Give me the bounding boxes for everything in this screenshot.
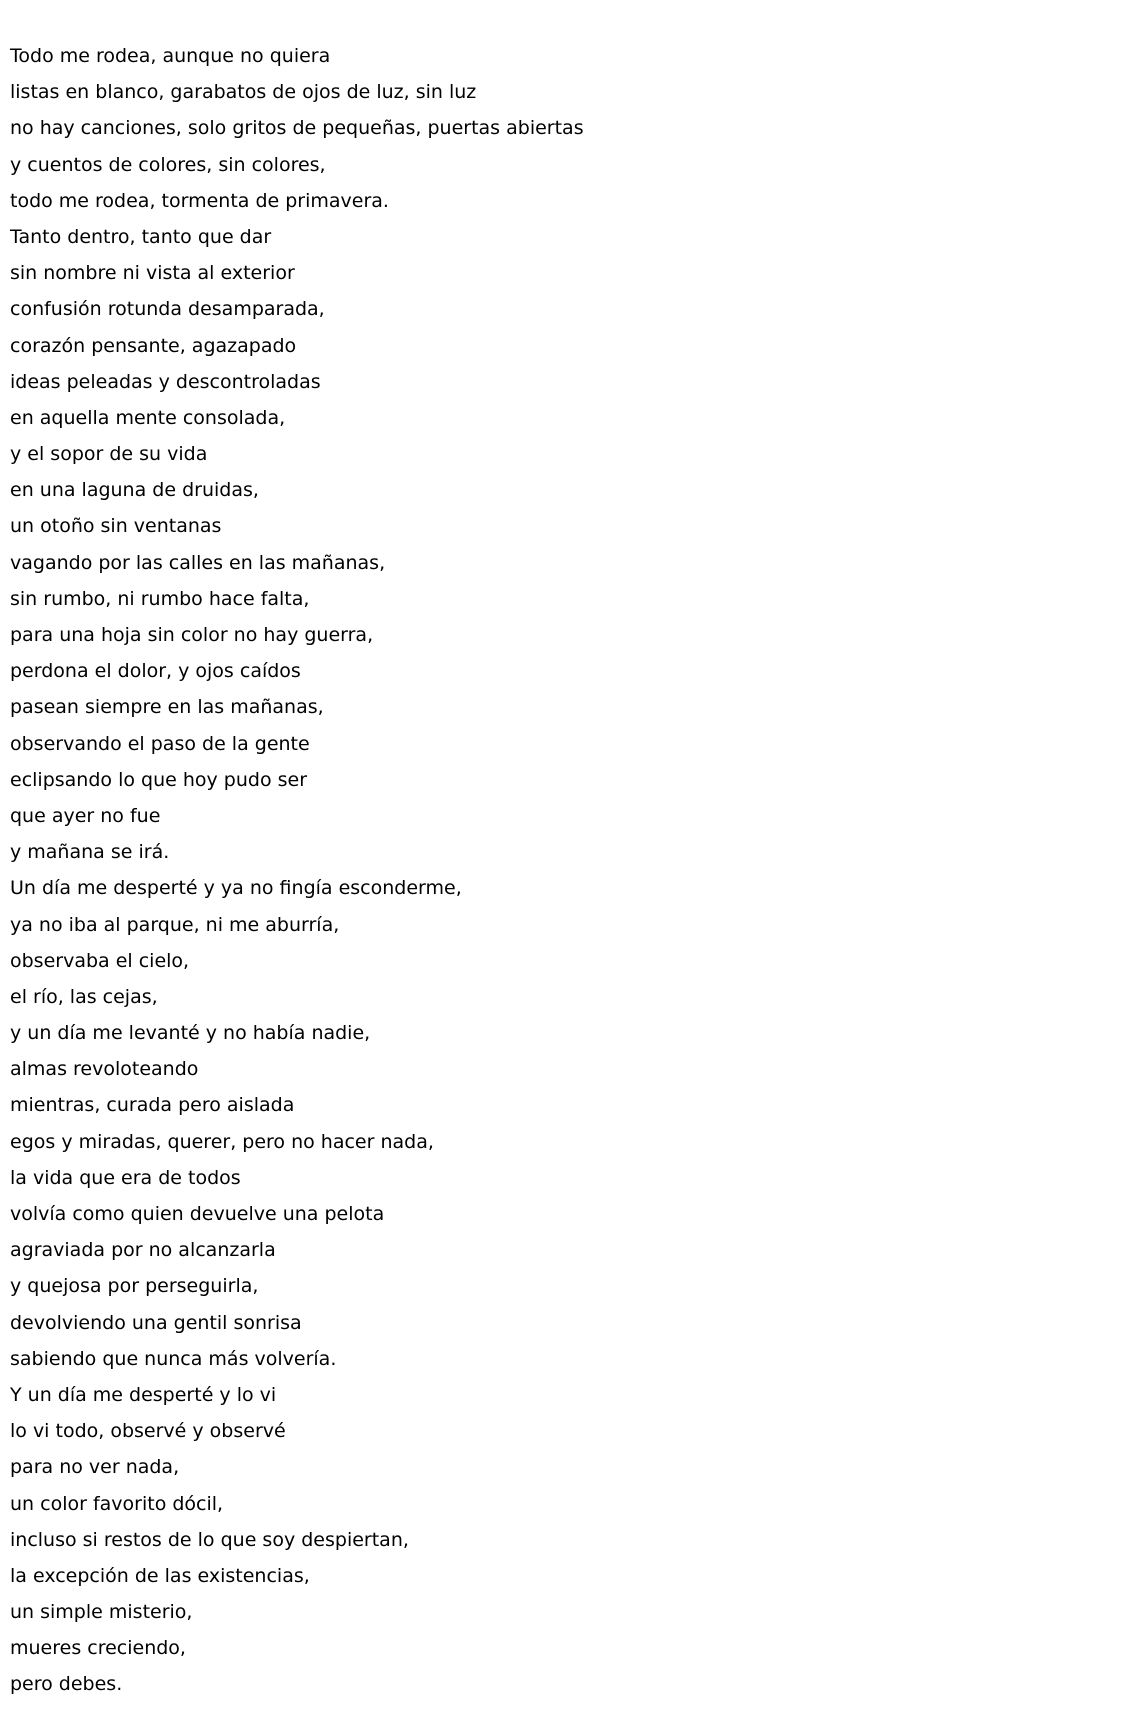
- poem-line: un color favorito dócil,: [10, 1492, 224, 1515]
- poem-line: volvía como quien devuelve una pelota: [10, 1203, 385, 1225]
- poem-line: pero debes.: [10, 1673, 123, 1696]
- poem-line: incluso si restos de lo que soy despiertan,: [10, 1528, 409, 1551]
- poem-line: un simple misterio,: [10, 1601, 193, 1624]
- poem-line: Un día me desperté y ya no fingía esconderme,: [10, 877, 462, 900]
- poem-line: ideas peleadas y descontroladas: [10, 370, 321, 393]
- poem-line: que ayer no fue: [10, 804, 161, 827]
- poem-line: sin nombre ni vista al exterior: [10, 262, 295, 285]
- poem-line: todo me rodea, tormenta de primavera.: [10, 189, 389, 212]
- poem-line: un otoño sin ventanas: [10, 515, 222, 538]
- poem-line: y un día me levanté y no había nadie,: [10, 1022, 371, 1045]
- poem-line: para no ver nada,: [10, 1456, 180, 1479]
- poem-line: devolviendo una gentil sonrisa: [10, 1311, 302, 1334]
- poem-line: lo vi todo, observé y observé: [10, 1420, 286, 1443]
- poem-line: Y un día me desperté y lo vi: [10, 1383, 277, 1406]
- poem-line: observaba el cielo,: [10, 949, 190, 972]
- poem-line: Tanto dentro, tanto que dar: [10, 225, 272, 248]
- poem-line: para una hoja sin color no hay guerra,: [10, 624, 374, 646]
- poem-line: y cuentos de colores, sin colores,: [10, 153, 326, 176]
- poem-line: y quejosa por perseguirla,: [10, 1275, 259, 1298]
- poem-line: la vida que era de todos: [10, 1166, 241, 1189]
- poem-line: eclipsando lo que hoy pudo ser: [10, 768, 308, 791]
- poem-line: pasean siempre en las mañanas,: [10, 696, 324, 719]
- poem-line: el río, las cejas,: [10, 985, 158, 1008]
- poem-line: almas revoloteando: [10, 1058, 199, 1081]
- poem-line: y mañana se irá.: [10, 841, 170, 864]
- poem-line: mueres creciendo,: [10, 1637, 186, 1660]
- poem-text: [10, 38, 584, 1703]
- poem-line: ya no iba al parque, ni me aburría,: [10, 913, 340, 936]
- poem-line: vagando por las calles en las mañanas,: [10, 551, 386, 574]
- poem-line: confusión rotunda desamparada,: [10, 298, 325, 321]
- poem-line: sin rumbo, ni rumbo hace falta,: [10, 587, 310, 610]
- poem-line: observando el paso de la gente: [10, 732, 310, 755]
- poem-line: en una laguna de druidas,: [10, 479, 259, 502]
- poem-line: agraviada por no alcanzarla: [10, 1239, 276, 1262]
- poem-line: egos y miradas, querer, pero no hacer nada,: [10, 1130, 434, 1153]
- poem-line: sabiendo que nunca más volvería.: [10, 1347, 337, 1370]
- poem-line: la excepción de las existencias,: [10, 1564, 310, 1587]
- poem-line: corazón pensante, agazapado: [10, 334, 297, 357]
- poem-line: listas en blanco, garabatos de ojos de luz, sin luz: [10, 81, 477, 104]
- poem-line: no hay canciones, solo gritos de pequeñas, puertas abiertas: [10, 117, 584, 140]
- poem-line: en aquella mente consolada,: [10, 406, 286, 429]
- poem-line: y el sopor de su vida: [10, 443, 208, 466]
- poem-line: Todo me rodea, aunque no quiera: [10, 45, 331, 67]
- poem-line: perdona el dolor, y ojos caídos: [10, 660, 301, 683]
- poem-line: mientras, curada pero aislada: [10, 1094, 295, 1117]
